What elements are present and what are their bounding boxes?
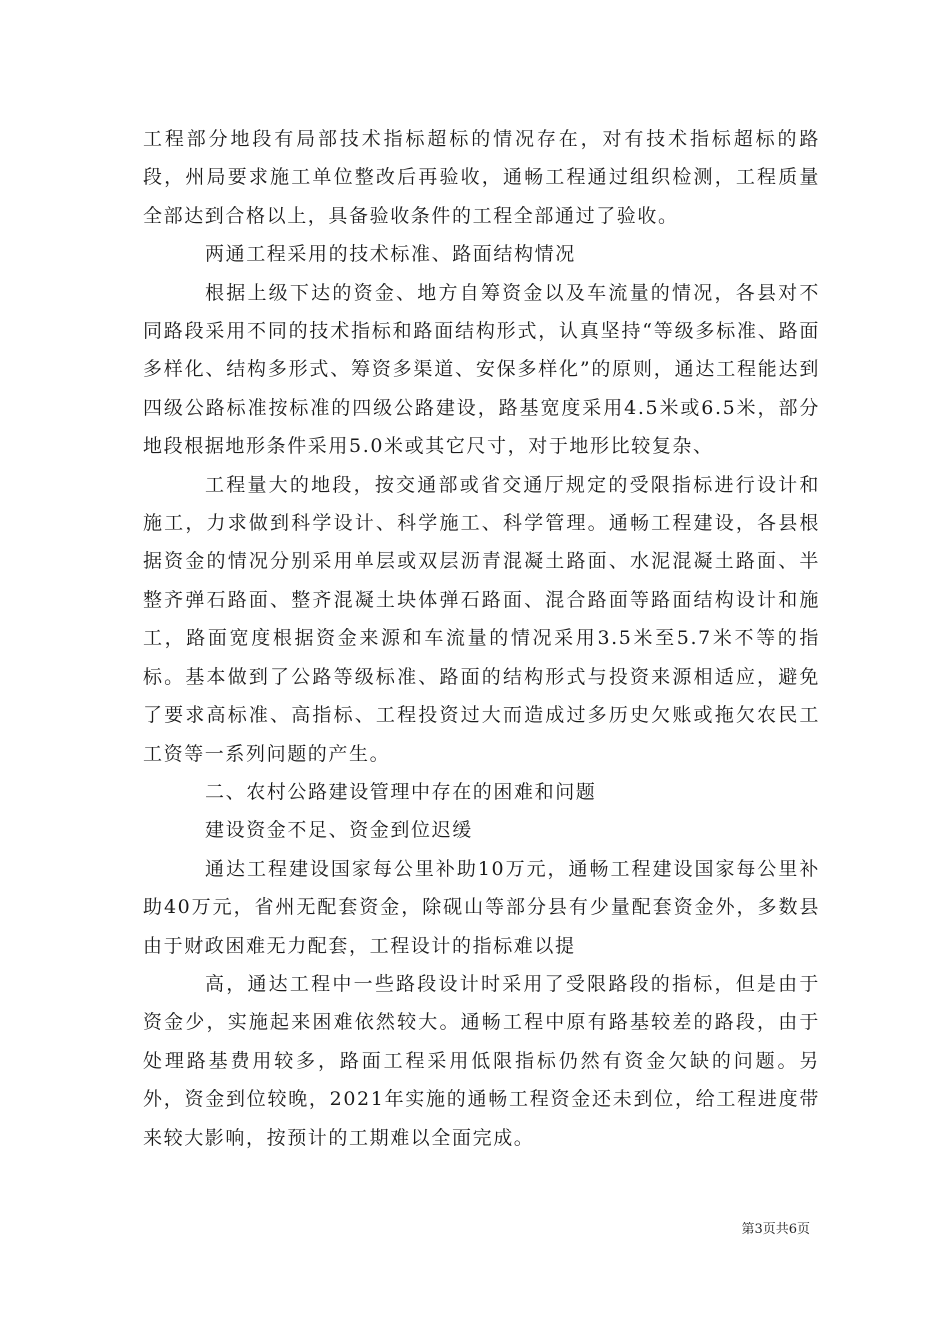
section-heading-standards: 两通工程采用的技术标准、路面结构情况 [205,243,576,266]
page-number: 第3页共6页 [741,1222,810,1237]
paragraph-7: 通达工程建设国家每公里补助10万元，通畅工程建设国家每公里补助40万元，省州无配套资金，除砚山等部分县有少量配套资金外，多数县由于财政困难无力配套，工程设计的指标难以提 [143,857,820,957]
paragraph-3: 根据上级下达的资金、地方自筹资金以及车流量的情况，各县对不同路段采用不同的技术指标和路面结构形式，认真坚持“等级多标准、路面多样化、结构多形式、筹资多渠道、安保多样化”的原则，通达工程能达到四级公路标准按标准的四级公路建设，路基宽度采用4.5米或6.5米，部分地段根据地形条件采用5.0米或其它尺寸，对于地形比较复杂、 [143,281,820,458]
section-heading-problems: 二、农村公路建设管理中存在的困难和问题 [205,780,597,803]
paragraph-8: 高，通达工程中一些路段设计时采用了受限路段的指标，但是由于资金少，实施起来困难依然较大。通畅工程中原有路基较差的路段，由于处理路基费用较多，路面工程采用低限指标仍然有资金欠缺的问题。另外，资金到位较晚，2021年实施的通畅工程资金还未到位，给工程进度带来较大影响，按预计的工期难以全面完成。 [143,972,820,1149]
paragraph-4: 工程量大的地段，按交通部或省交通厅规定的受限指标进行设计和施工，力求做到科学设计、科学施工、科学管理。通畅工程建设，各县根据资金的情况分别采用单层或双层沥青混凝土路面、水泥混凝土路面、半整齐弹石路面、整齐混凝土块体弹石路面、混合路面等路面结构设计和施工，路面宽度根据资金来源和车流量的情况采用3.5米至5.7米不等的指标。基本做到了公路等级标准、路面的结构形式与投资来源相适应，避免了要求高标准、高指标、工程投资过大而造成过多历史欠账或拖欠农民工工资等一系列问题的产生。 [143,473,820,765]
subheading-funding: 建设资金不足、资金到位迟缓 [205,819,473,842]
paragraph-1: 工程部分地段有局部技术指标超标的情况存在，对有技术指标超标的路段，州局要求施工单位整改后再验收，通畅工程通过组织检测，工程质量全部达到合格以上，具备验收条件的工程全部通过了验收。 [143,128,820,227]
document-body [143,120,820,1157]
